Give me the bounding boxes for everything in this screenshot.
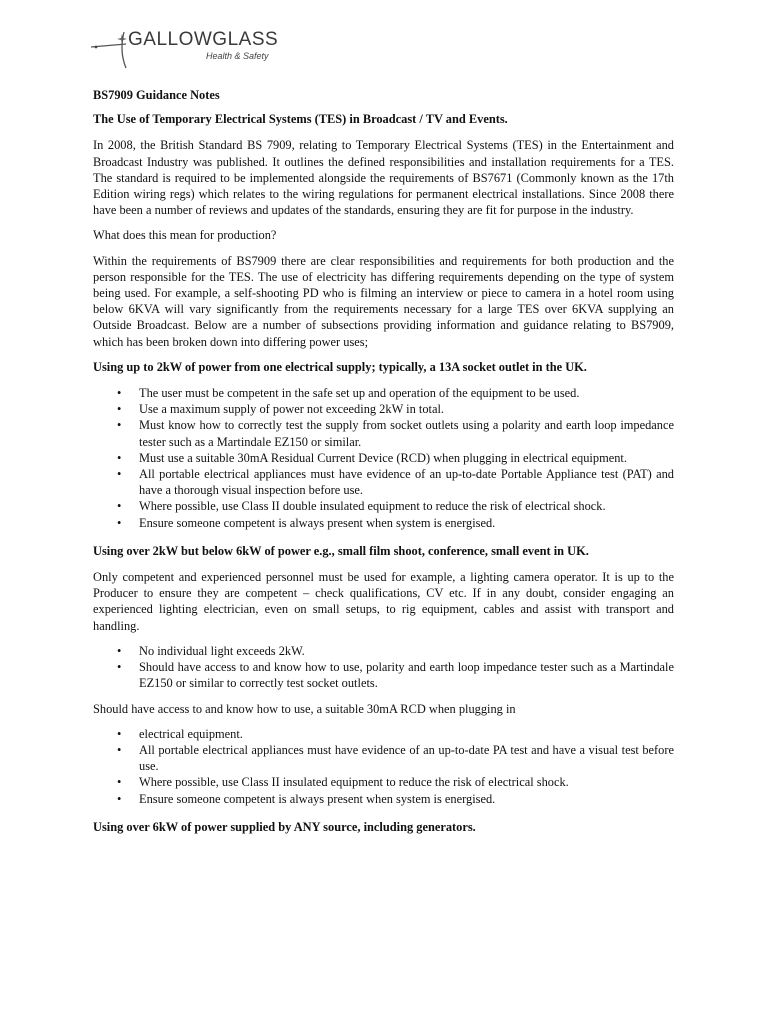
list-item: • Where possible, use Class II double insulated equipment to reduce the risk of electrical shock.	[93, 498, 674, 514]
list-item: • Must use a suitable 30mA Residual Current Device (RCD) when plugging in electrical equipment.	[93, 450, 674, 466]
list-item: • Ensure someone competent is always present when system is energised.	[93, 515, 674, 531]
list-item: • Ensure someone competent is always present when system is energised.	[93, 791, 674, 807]
list-item: • No individual light exceeds 2kW.	[93, 643, 674, 659]
gallowglass-logo	[88, 24, 288, 74]
intro-paragraph: In 2008, the British Standard BS 7909, relating to Temporary Electrical Systems (TES) in the Entertainment and Broadcast Industry was published. It outlines the defined responsibilities and installation requirements for a TES. The standard is required to be implemented alongside the requirements of BS7671 (Commonly known as the 17th Edition wiring regs) which relates to the wiring regulations for permanent electrical installations. Since 2008 there have been a number of reviews and updates of the standards, ensuring they are fit for purpose in the industry.	[93, 138, 674, 218]
document-body	[93, 87, 674, 845]
section1-heading: Using up to 2kW of power from one electrical supply; typically, a 13A socket outlet in the UK.	[93, 359, 587, 374]
list-item: • Use a maximum supply of power not exceeding 2kW in total.	[93, 401, 674, 417]
section2-paragraph-2: Should have access to and know how to use, a suitable 30mA RCD when plugging in	[93, 701, 516, 716]
list-item: • Where possible, use Class II insulated equipment to reduce the risk of electrical shock.	[93, 774, 674, 790]
list-item: • Should have access to and know how to use, polarity and earth loop impedance tester such as a Martindale EZ150 or similar to correctly test socket outlets.	[93, 659, 674, 691]
overview-paragraph: Within the requirements of BS7909 there are clear responsibilities and requirements for both production and the person responsible for the TES. The use of electricity has differing requirements depending on the type of system being used. For example, a self-shooting PD who is filming an interview or piece to camera in a hotel room using below 6KVA will vary significantly from the requirements necessary for a large TES over 6KVA supplying an Outside Broadcast. Below are a number of subsections providing information and guidance relating to BS7909, which has been broken down into differing power uses;	[93, 253, 674, 349]
document-title: BS7909 Guidance Notes	[93, 88, 220, 102]
logo-wordmark: GALLOWGLASS	[128, 29, 279, 50]
list-item: • All portable electrical appliances must have evidence of an up-to-date Portable Appliance test (PAT) and have a thorough visual inspection before use.	[93, 466, 674, 498]
section2-heading: Using over 2kW but below 6kW of power e.g., small film shoot, conference, small event in UK.	[93, 543, 589, 558]
list-item: • The user must be competent in the safe set up and operation of the equipment to be used.	[93, 385, 674, 401]
document-subtitle: The Use of Temporary Electrical Systems (TES) in Broadcast / TV and Events.	[93, 112, 508, 127]
list-item: • electrical equipment.	[93, 726, 674, 742]
list-item: • Must know how to correctly test the supply from socket outlets using a polarity and earth loop impedance tester such as a Martindale EZ150 or similar.	[93, 417, 674, 449]
section2-bullet-list-a	[93, 643, 674, 692]
logo-tagline: Health & Safety	[206, 51, 269, 61]
section2-bullet-list-b	[93, 726, 674, 807]
section1-bullet-list	[93, 385, 674, 531]
question-paragraph: What does this mean for production?	[93, 228, 277, 243]
section2-paragraph: Only competent and experienced personnel must be used for example, a lighting camera operator. It is up to the Producer to ensure they are competent – check qualifications, CV etc. If in any doubt, consider engaging an experienced lighting electrician, even on small setups, to rig equipment, cables and assist with transport and handling.	[93, 570, 674, 633]
section3-heading: Using over 6kW of power supplied by ANY source, including generators.	[93, 819, 476, 834]
list-item: • All portable electrical appliances must have evidence of an up-to-date PA test and have a visual test before use.	[93, 742, 674, 774]
